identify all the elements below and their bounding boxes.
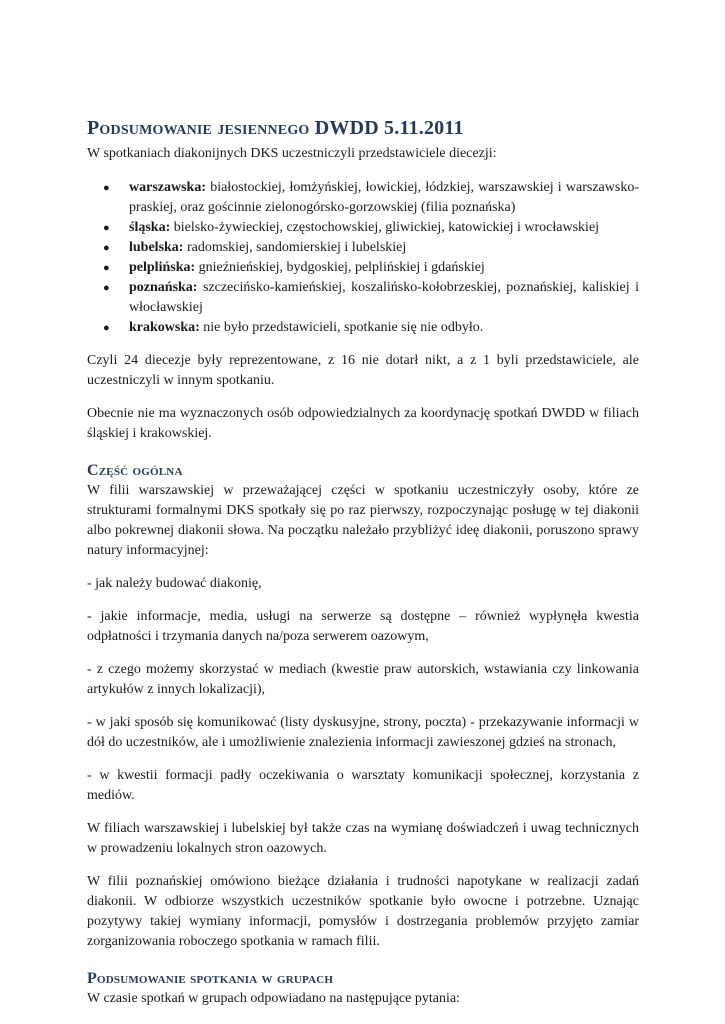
intro-text: W spotkaniach diakonijnych DKS uczestniczyli przedstawiciele diecezji: (87, 146, 497, 161)
general-item: - w kwestii formacji padły oczekiwania o warsztaty komunikacji społecznej, korzystania z mediów. (87, 768, 639, 803)
general-item: - jak należy budować diakonię, (87, 576, 262, 591)
bullet-icon: ● (103, 242, 110, 254)
page-title: Podsumowanie jesiennego DWDD 5.11.2011 (87, 117, 464, 139)
list-item (87, 178, 639, 218)
general-item: - jakie informacje, media, usługi na serwerze są dostępne – również wypłynęła kwestia odpłatności i trzymania danych na/poza serwerem oazowym, (87, 609, 639, 644)
paragraph-coordination: Obecnie nie ma wyznaczonych osób odpowiedzialnych za koordynację spotkań DWDD w filiach śląskiej i krakowskiej. (87, 406, 639, 441)
bullet-icon: ● (103, 262, 110, 274)
bullet-icon: ● (103, 322, 110, 334)
groups-intro: W czasie spotkań w grupach odpowiadano na następujące pytania: (87, 991, 460, 1006)
paragraph-count: Czyli 24 diecezje były reprezentowane, z 16 nie dotarł nikt, a z 1 byli przedstawiciele, ale uczestniczyli w innym spotkaniu. (87, 353, 639, 388)
bullet-icon: ● (103, 182, 110, 194)
diocese-name: warszawska: (129, 180, 206, 195)
general-paragraph: W filiach warszawskiej i lubelskiej był także czas na wymianę doświadczeń i uwag technicznych w prowadzeniu lokalnych stron oazowych. (87, 821, 639, 856)
section-heading-general: Część ogólna (87, 462, 183, 479)
document-page (87, 115, 639, 1009)
diocese-text: radomskiej, sandomierskiej i lubelskiej (183, 240, 407, 255)
general-item: - z czego możemy skorzystać w mediach (kwestie praw autorskich, wstawiania czy linkowania artykułów z innych lokalizacji), (87, 662, 639, 697)
diocese-name: poznańska: (129, 280, 198, 295)
diocese-list (87, 178, 639, 338)
diocese-text: bielsko-żywieckiej, częstochowskiej, gliwickiej, katowickiej i wrocławskiej (170, 220, 600, 235)
diocese-name: krakowska: (129, 320, 200, 335)
section-heading-groups: Podsumowanie spotkania w grupach (87, 970, 334, 987)
diocese-text: białostockiej, łomżyńskiej, łowickiej, łódzkiej, warszawskiej i warszawsko-praskiej, oraz gościnnie zielonogórsko-gorzowskiej (filia poznańska) (129, 180, 639, 215)
diocese-name: lubelska: (129, 240, 184, 255)
bullet-icon: ● (103, 282, 110, 294)
general-item: - w jaki sposób się komunikować (listy dyskusyjne, strony, poczta) - przekazywanie informacji w dół do uczestników, ale i umożliwienie znalezienia informacji zawieszonej gdzieś na stronach, (87, 715, 639, 750)
general-paragraph: W filii poznańskiej omówiono bieżące działania i trudności napotykane w realizacji zadań diakonii. W odbiorze wszystkich uczestników spotkanie było owocne i potrzebne. Uznając pozytywy takiej wymiany informacji, pomysłów i dostrzegania problemów przyjęto zamiar zorganizowania roboczego spotkania w ramach filii. (87, 874, 639, 949)
list-item (87, 278, 639, 318)
list-item (87, 258, 639, 278)
diocese-text: szczecińsko-kamieńskiej, koszalińsko-kołobrzeskiej, poznańskiej, kaliskiej i włocławskiej (129, 280, 639, 315)
list-item (87, 318, 639, 338)
bullet-icon: ● (103, 222, 110, 234)
diocese-text: nie było przedstawicieli, spotkanie się nie odbyło. (199, 320, 484, 335)
diocese-name: śląska: (129, 220, 171, 235)
diocese-text: gnieźnieńskiej, bydgoskiej, pelplińskiej i gdańskiej (195, 260, 485, 275)
list-item (87, 238, 639, 258)
list-item (87, 218, 639, 238)
diocese-name: pelplińska: (129, 260, 196, 275)
general-paragraph: W filii warszawskiej w przeważającej części w spotkaniu uczestniczyły osoby, które ze strukturami formalnymi DKS spotkały się po raz pierwszy, rozpoczynając posługę w tej diakonii albo pokrewnej diakonii słowa. Na początku należało przybliżyć ideę diakonii, poruszono sprawy natury informacyjnej: (87, 483, 639, 558)
